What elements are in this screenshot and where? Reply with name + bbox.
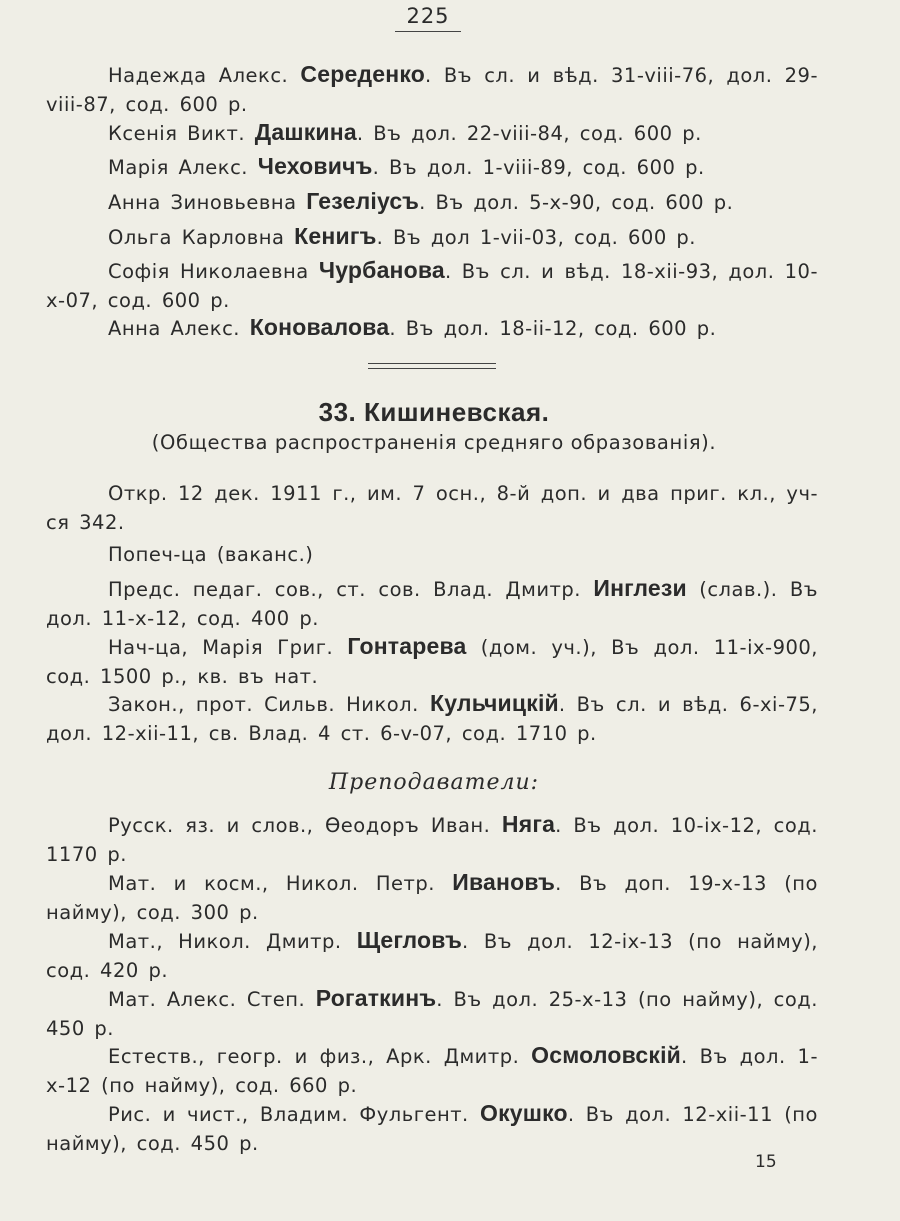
entry-text: Попеч-ца (ваканс.) (108, 543, 314, 566)
section-divider (368, 363, 496, 369)
entry (46, 926, 818, 985)
entry-details: . Въ дол 1-vii-03, сод. 600 р. (376, 226, 696, 249)
section-title: 33. Кишиневская. (318, 397, 550, 427)
entry-prefix: Естеств., геогр. и физ., Арк. Дмитр. (108, 1045, 532, 1068)
entry (46, 574, 818, 633)
person-name: Чурбанова (318, 257, 445, 283)
person-name: Дашкина (254, 119, 357, 145)
entry (46, 256, 818, 315)
person-name: Инглези (593, 575, 687, 601)
entry-details: . Въ сл. и вѣд. 18-xii-93, дол. 10-х-07, сод. 600 р. (46, 260, 818, 312)
entry-prefix: Закон., прот. Сильв. Никол. (108, 693, 430, 716)
entry-details: . Въ сл. и вѣд. 31-viii-76, дол. 29-viii-87, сод. 600 р. (46, 64, 818, 116)
entry (46, 1041, 818, 1100)
entry-details: . Въ дол. 12-ix-13 (по найму), сод. 420 р. (46, 930, 819, 982)
entry-details: . Въ сл. и вѣд. 6-xi-75, дол. 12-xii-11, св. Влад. 4 ст. 6-v-07, сод. 1710 р. (46, 693, 818, 745)
entry-prefix: Предс. педаг. сов., ст. сов. Влад. Дмитр. (108, 578, 594, 601)
entry-prefix: Мат., Никол. Дмитр. (108, 930, 357, 953)
entry-details: . Въ дол. 12-xii-11 (по найму), сод. 450 р. (46, 1103, 818, 1155)
entry (46, 540, 818, 569)
entry-details: . Въ дол. 5-х-90, сод. 600 р. (419, 191, 734, 214)
page-number-rule (395, 31, 461, 32)
entry (46, 152, 818, 182)
entry-details: (дом. уч.), Въ дол. 11-ix-900, сод. 1500 р., кв. въ нат. (46, 636, 819, 688)
entry-prefix: Ольга Карловна (108, 226, 295, 249)
entry-prefix: Марія Алекс. (108, 156, 258, 179)
person-name: Гезеліусъ (306, 188, 420, 214)
entry-text: Откр. 12 дек. 1911 г., им. 7 осн., 8-й доп. и два приг. кл., уч-ся 342. (46, 482, 818, 534)
entry (46, 118, 818, 148)
entry-details: . Въ дол. 22-viii-84, сод. 600 р. (356, 122, 702, 145)
entry-details: . Въ дол. 10-ix-12, сод. 1170 р. (46, 814, 818, 866)
person-name: Гонтарева (347, 633, 467, 659)
entry-details: . Въ доп. 19-х-13 (по найму), сод. 300 р. (46, 872, 818, 924)
entry-details: (слав.). Въ дол. 11-х-12, сод. 400 р. (46, 578, 818, 630)
entry-prefix: Русск. яз. и слов., Өеодоръ Иван. (108, 814, 502, 837)
page-number: 225 (406, 4, 450, 28)
person-name: Ивановъ (452, 869, 556, 895)
person-name: Осмоловскій (531, 1042, 681, 1068)
person-name: Кульчицкій (429, 690, 559, 716)
entry (46, 479, 818, 537)
person-name: Середенко (300, 61, 426, 87)
entry (46, 222, 818, 252)
teachers-heading: Преподаватели: (328, 770, 540, 795)
entry (46, 313, 818, 343)
entry-details: . Въ дол. 1-х-12 (по найму), сод. 660 р. (46, 1045, 819, 1097)
sheet-number: 15 (755, 1152, 777, 1172)
section-subtitle: (Общества распространенія средняго образованія). (151, 431, 717, 454)
person-name: Кенигъ (294, 223, 377, 249)
entry (46, 60, 818, 119)
person-name: Рогаткинъ (315, 985, 437, 1011)
entry-prefix: Анна Алекс. (108, 317, 250, 340)
entry (46, 984, 818, 1043)
entry-details: . Въ дол. 18-ii-12, сод. 600 р. (389, 317, 717, 340)
entry-prefix: Надежда Алекс. (108, 64, 301, 87)
person-name: Щегловъ (356, 927, 463, 953)
entry-prefix: Софія Николаевна (108, 260, 319, 283)
entry-prefix: Нач-ца, Марія Григ. (108, 636, 348, 659)
entry (46, 868, 818, 927)
entry (46, 689, 818, 748)
entry-details: . Въ дол. 25-х-13 (по найму), сод. 450 р. (46, 988, 818, 1040)
entry-prefix: Анна Зиновьевна (108, 191, 307, 214)
person-name: Чеховичъ (257, 153, 373, 179)
entry-prefix: Мат. Алекс. Степ. (108, 988, 316, 1011)
entry (46, 187, 818, 217)
entry (46, 632, 818, 691)
entry-details: . Въ дол. 1-viii-89, сод. 600 р. (372, 156, 705, 179)
person-name: Коновалова (249, 314, 390, 340)
entry-prefix: Мат. и косм., Никол. Петр. (108, 872, 453, 895)
person-name: Окушко (479, 1100, 568, 1126)
entry-prefix: Рис. и чист., Владим. Фульгент. (108, 1103, 480, 1126)
entry (46, 1099, 818, 1158)
entry-prefix: Ксенія Викт. (108, 122, 255, 145)
person-name: Няга (501, 811, 556, 837)
entry (46, 810, 818, 869)
